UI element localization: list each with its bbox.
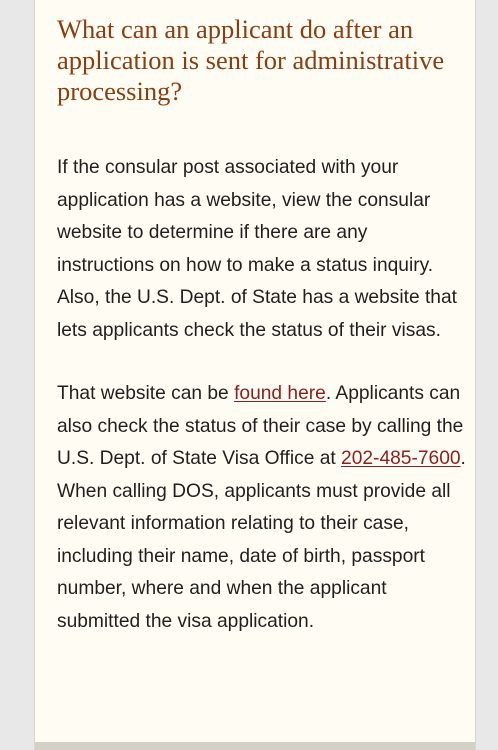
found-here-link[interactable]: found here xyxy=(234,383,326,404)
phone-number-link[interactable]: 202-485-7600 xyxy=(341,448,461,469)
section-heading: What can an applicant do after an application is sent for administrative processing? xyxy=(57,14,445,106)
paragraph-consular-website: If the consular post associated with your application has a website, view the consular website to determine if there are any instructions on how to make a status inquiry. Also, the U.S. Dept. of State has a website that lets applicants check the status of their visas. xyxy=(57,157,457,341)
page-bottom-divider xyxy=(35,742,475,750)
paragraph-status-check xyxy=(57,378,467,638)
paragraph-text-segment: That website can be xyxy=(57,383,235,404)
paragraph-text-segment: . Applicants can also check the status of their case by calling the U.S. Dept. of State Visa Office at xyxy=(57,383,464,469)
article-page xyxy=(34,0,476,750)
paragraph-text-segment: . When calling DOS, applicants must provide all relevant information relating to their case, including their name, date of birth, passport number, where and when the applicant submitted the visa application. xyxy=(57,448,466,632)
